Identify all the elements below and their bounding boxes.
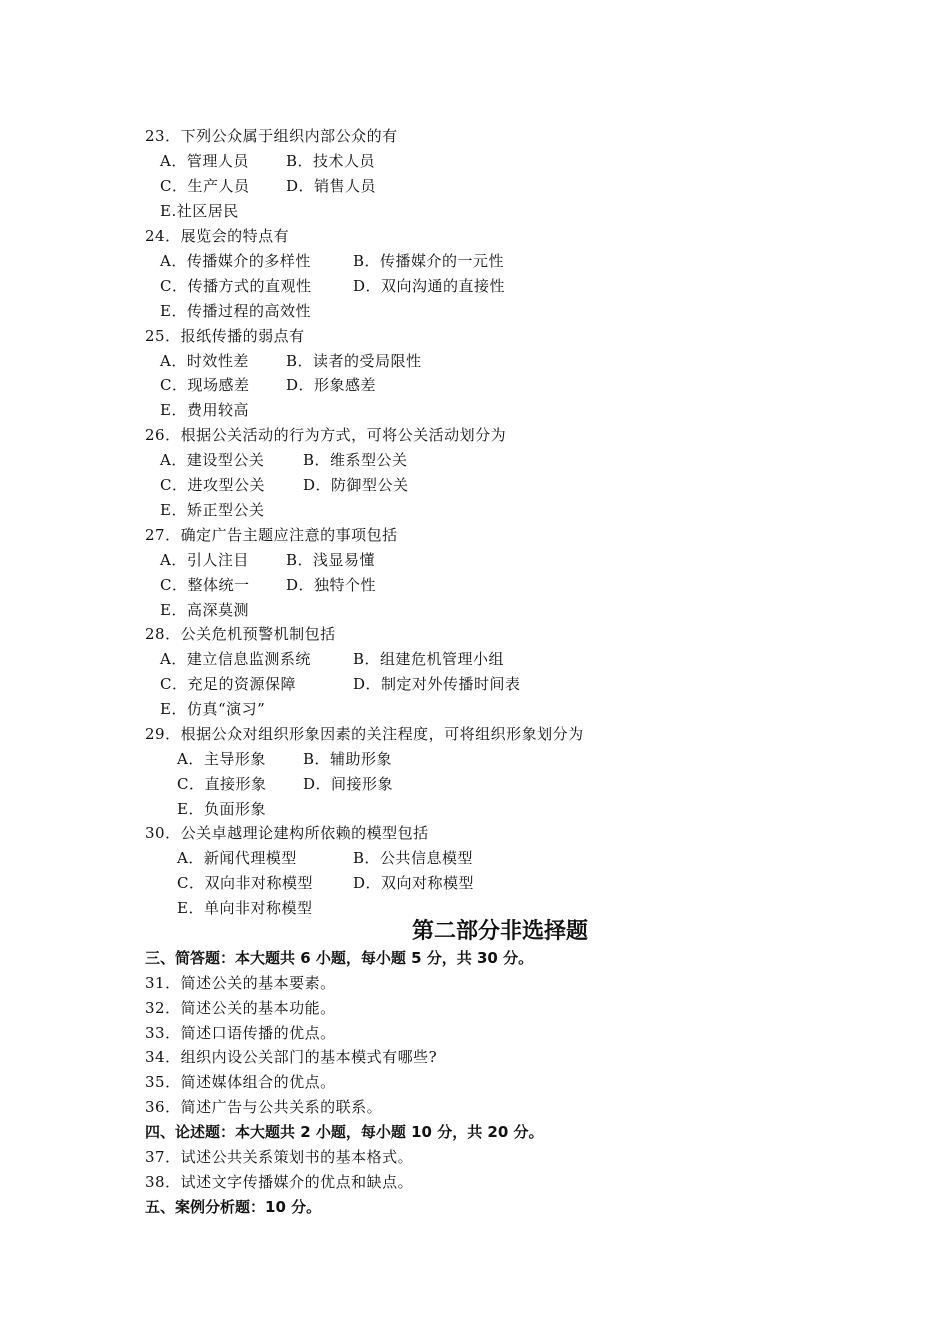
option-c: C．双向非对称模型 bbox=[177, 874, 313, 892]
section-four-heading: 四、论述题：本大题共 2 小题，每小题 10 分，共 20 分。 bbox=[145, 1123, 544, 1141]
short-answer-question: 34．组织内设公关部门的基本模式有哪些? bbox=[145, 1048, 438, 1066]
option-a: A．传播媒介的多样性 bbox=[160, 252, 311, 270]
short-answer-question: 35．简述媒体组合的优点。 bbox=[145, 1073, 336, 1091]
option-e: E．负面形象 bbox=[177, 800, 266, 818]
option-a: A．建设型公关 bbox=[160, 451, 265, 469]
option-d: D．独特个性 bbox=[286, 576, 377, 594]
part-two-title: 第二部分非选择题 bbox=[411, 919, 588, 944]
question-stem: 24．展览会的特点有 bbox=[145, 227, 290, 245]
option-b: B．传播媒介的一元性 bbox=[353, 252, 505, 270]
option-d: D．双向沟通的直接性 bbox=[353, 277, 506, 295]
short-answer-question: 31．简述公关的基本要素。 bbox=[145, 974, 336, 992]
option-d: D．间接形象 bbox=[303, 775, 394, 793]
essay-question: 37．试述公共关系策划书的基本格式。 bbox=[145, 1148, 414, 1166]
option-a: A．新闻代理模型 bbox=[177, 849, 297, 867]
section-five-heading: 五、案例分析题：10 分。 bbox=[145, 1198, 322, 1216]
option-e: E．高深莫测 bbox=[160, 601, 249, 619]
option-b: B．组建危机管理小组 bbox=[353, 650, 505, 668]
short-answer-question: 36．简述广告与公共关系的联系。 bbox=[145, 1098, 383, 1116]
question-stem: 29．根据公众对组织形象因素的关注程度，可将组织形象划分为 bbox=[145, 725, 584, 743]
option-d: D．制定对外传播时间表 bbox=[353, 675, 521, 693]
question-stem: 27．确定广告主题应注意的事项包括 bbox=[145, 526, 398, 544]
option-b: B．公共信息模型 bbox=[353, 849, 474, 867]
option-c: C．传播方式的直观性 bbox=[160, 277, 312, 295]
option-a: A．管理人员 bbox=[160, 152, 249, 170]
question-stem: 28．公关危机预警机制包括 bbox=[145, 625, 336, 643]
option-d: D．防御型公关 bbox=[303, 476, 409, 494]
option-e: E．传播过程的高效性 bbox=[160, 302, 311, 320]
short-answer-question: 32．简述公关的基本功能。 bbox=[145, 999, 336, 1017]
option-d: D．形象感差 bbox=[286, 376, 377, 394]
question-stem: 25．报纸传播的弱点有 bbox=[145, 327, 305, 345]
option-e: E．单向非对称模型 bbox=[177, 899, 313, 917]
option-a: A．建立信息监测系统 bbox=[160, 650, 311, 668]
essay-question: 38．试述文字传播媒介的优点和缺点。 bbox=[145, 1173, 414, 1191]
option-b: B．读者的受局限性 bbox=[286, 352, 422, 370]
option-c: C．现场感差 bbox=[160, 376, 250, 394]
question-stem: 30．公关卓越理论建构所依赖的模型包括 bbox=[145, 824, 429, 842]
option-c: C．进攻型公关 bbox=[160, 476, 265, 494]
option-c: C．生产人员 bbox=[160, 177, 250, 195]
option-e: E．费用较高 bbox=[160, 401, 249, 419]
section-three-heading: 三、简答题：本大题共 6 小题，每小题 5 分，共 30 分。 bbox=[145, 949, 534, 967]
option-a: A．主导形象 bbox=[177, 750, 266, 768]
option-a: A．引人注目 bbox=[160, 551, 249, 569]
option-b: B．浅显易懂 bbox=[286, 551, 376, 569]
short-answer-question: 33．简述口语传播的优点。 bbox=[145, 1024, 336, 1042]
option-e: E．矫正型公关 bbox=[160, 501, 265, 519]
option-a: A．时效性差 bbox=[160, 352, 249, 370]
option-d: D．销售人员 bbox=[286, 177, 377, 195]
question-stem: 26．根据公关活动的行为方式，可将公关活动划分为 bbox=[145, 426, 507, 444]
option-c: C．直接形象 bbox=[177, 775, 267, 793]
option-c: C．整体统一 bbox=[160, 576, 250, 594]
option-e: E．仿真“演习” bbox=[160, 700, 266, 718]
option-c: C．充足的资源保障 bbox=[160, 675, 296, 693]
option-b: B．维系型公关 bbox=[303, 451, 408, 469]
option-b: B．辅助形象 bbox=[303, 750, 393, 768]
option-b: B．技术人员 bbox=[286, 152, 376, 170]
option-d: D．双向对称模型 bbox=[353, 874, 475, 892]
question-stem: 23．下列公众属于组织内部公众的有 bbox=[145, 127, 398, 145]
option-e: E.社区居民 bbox=[160, 202, 239, 220]
